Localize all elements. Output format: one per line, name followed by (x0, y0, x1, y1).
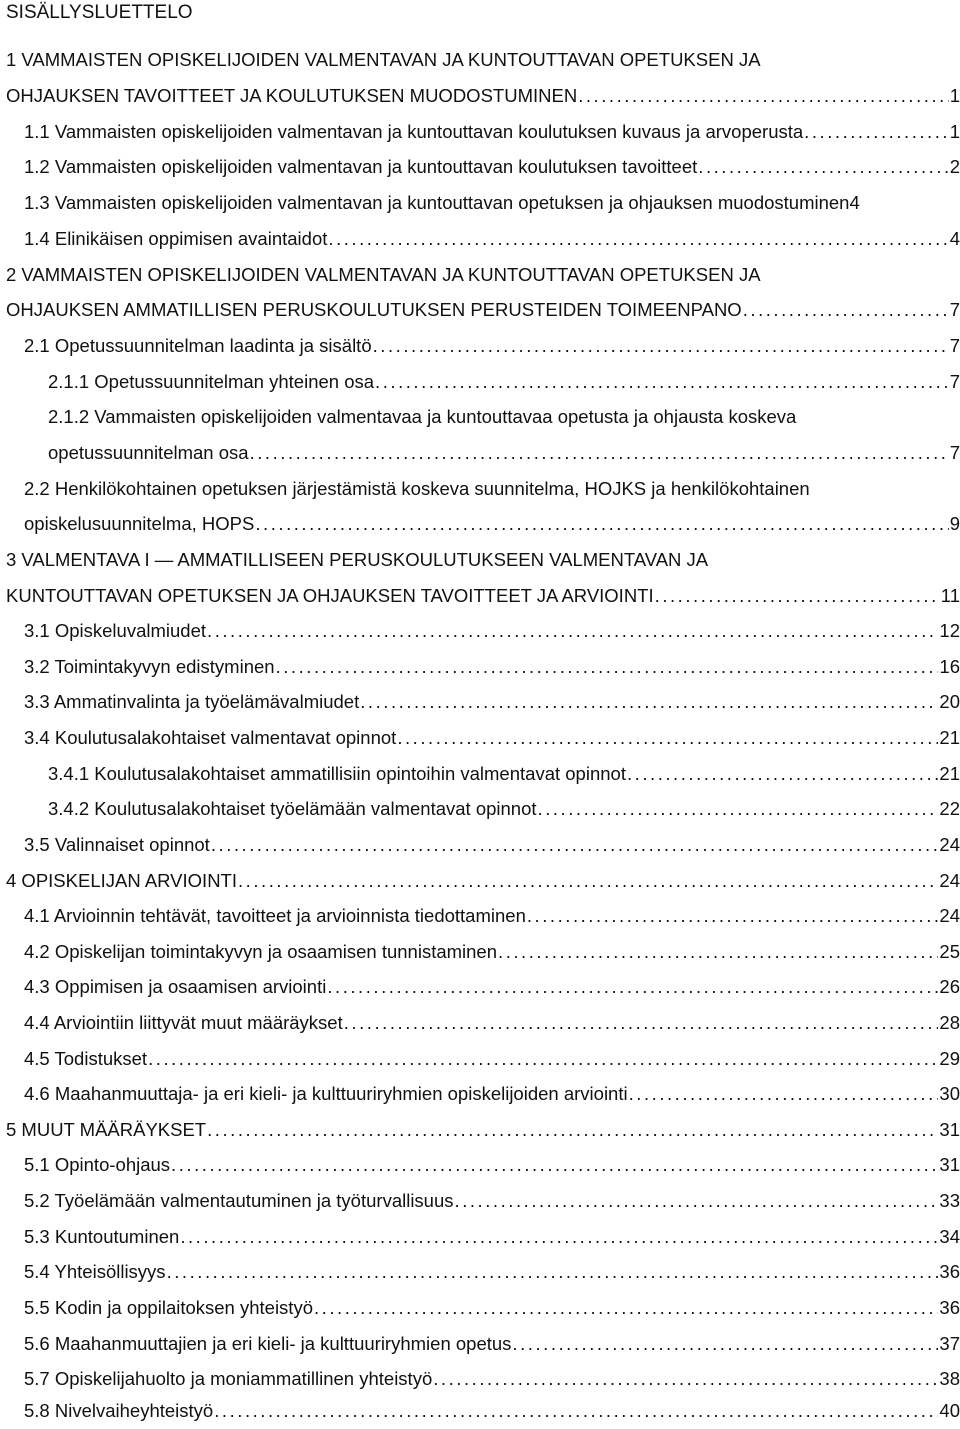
toc-page-number: 7 (949, 299, 960, 320)
toc-entry-title: 2.1.1 Opetussuunnitelman yhteinen osa (48, 371, 375, 392)
dot-leader (180, 1219, 938, 1255)
dot-leader (148, 1041, 938, 1077)
toc-entry-2-1-2-line1[interactable]: 2.1.2 Vammaisten opiskelijoiden valmentavaa ja kuntouttavaa opetusta ja ohjausta koskeva (48, 406, 797, 427)
toc-entry-title: 3.1 Opiskeluvalmiudet (24, 620, 207, 641)
toc-page-number: 4 (949, 228, 960, 249)
dot-leader (498, 934, 938, 970)
toc-page-number: 1 (949, 85, 960, 106)
dot-leader (360, 684, 938, 720)
toc-entry-3-5[interactable] (24, 827, 960, 863)
toc-entry-title: 3.4.2 Koulutusalakohtaiset työelämään valmentavat opinnot (48, 798, 537, 819)
toc-page-number: 12 (939, 620, 960, 641)
toc-entry-1-3[interactable] (24, 185, 960, 221)
toc-entry-title: KUNTOUTTAVAN OPETUKSEN JA OHJAUKSEN TAVOITTEET JA ARVIOINTI (6, 585, 654, 606)
toc-page-number: 36 (939, 1261, 960, 1282)
toc-entry-title: 3.5 Valinnaiset opinnot (24, 834, 210, 855)
toc-entry-5-2[interactable] (24, 1183, 960, 1219)
toc-entry-4-5[interactable] (24, 1041, 960, 1077)
toc-page-number: 24 (939, 834, 960, 855)
dot-leader (344, 1005, 939, 1041)
dot-leader (255, 506, 948, 542)
toc-entry-3-line1[interactable]: 3 VALMENTAVA I — AMMATILLISEEN PERUSKOULUTUKSEEN VALMENTAVAN JA (6, 549, 709, 570)
dot-leader (627, 756, 938, 792)
toc-page-number: 7 (949, 335, 960, 356)
toc-entry-5-4[interactable] (24, 1254, 960, 1290)
toc-entry-5[interactable] (6, 1112, 960, 1148)
dot-leader (578, 78, 949, 114)
dot-leader (698, 149, 948, 185)
dot-leader (276, 649, 939, 685)
toc-entry-title: 3.2 Toimintakyvyn edistyminen (24, 656, 275, 677)
dot-leader (373, 328, 949, 364)
toc-page-number: 37 (939, 1333, 960, 1354)
dot-leader (375, 364, 949, 400)
toc-entry-2-line1[interactable]: 2 VAMMAISTEN OPISKELIJOIDEN VALMENTAVAN JA KUNTOUTTAVAN OPETUKSEN JA (6, 264, 761, 285)
toc-entry-2-2[interactable] (24, 506, 960, 542)
toc-page-number: 31 (939, 1154, 960, 1175)
toc-page-number: 1 (949, 121, 960, 142)
toc-entry-title: 5.5 Kodin ja oppilaitoksen yhteistyö (24, 1297, 313, 1318)
dot-leader (804, 114, 949, 150)
toc-page-number: 4 (849, 192, 860, 213)
toc-entry-3-1[interactable] (24, 613, 960, 649)
dot-leader (512, 1326, 938, 1362)
toc-page-number: 25 (939, 941, 960, 962)
toc-page-number: 26 (939, 976, 960, 997)
toc-entry-3[interactable] (6, 578, 960, 614)
toc-page-number: 38 (939, 1368, 960, 1389)
toc-entry-2-1-1[interactable] (48, 364, 960, 400)
toc-page-number: 40 (939, 1400, 960, 1421)
dot-leader (207, 1112, 938, 1148)
toc-page-number: 22 (939, 798, 960, 819)
dot-leader (314, 1290, 938, 1326)
toc-entry-1-4[interactable] (24, 221, 960, 257)
toc-entry-4[interactable] (6, 863, 960, 899)
toc-entry-title: OHJAUKSEN TAVOITTEET JA KOULUTUKSEN MUODOSTUMINEN (6, 85, 578, 106)
toc-entry-5-8[interactable] (24, 1393, 960, 1429)
dot-leader (328, 221, 948, 257)
toc-page-number: 36 (939, 1297, 960, 1318)
toc-entry-5-7[interactable] (24, 1361, 960, 1397)
toc-entry-title: 4 OPISKELIJAN ARVIOINTI (6, 870, 237, 891)
toc-page-number: 28 (939, 1012, 960, 1033)
toc-entry-3-4-1[interactable] (48, 756, 960, 792)
dot-leader (238, 863, 938, 899)
toc-entry-2-1[interactable] (24, 328, 960, 364)
toc-entry-5-6[interactable] (24, 1326, 960, 1362)
toc-page-number: 33 (939, 1190, 960, 1211)
toc-entry-3-3[interactable] (24, 684, 960, 720)
toc-entry-title: 1.4 Elinikäisen oppimisen avaintaidot (24, 228, 328, 249)
toc-entry-title: 5.3 Kuntoutuminen (24, 1226, 180, 1247)
dot-leader (538, 791, 939, 827)
dot-leader (743, 292, 949, 328)
toc-entry-5-3[interactable] (24, 1219, 960, 1255)
toc-entry-title: OHJAUKSEN AMMATILLISEN PERUSKOULUTUKSEN PERUSTEIDEN TOIMEENPANO (6, 299, 742, 320)
toc-entry-5-5[interactable] (24, 1290, 960, 1326)
dot-leader (455, 1183, 939, 1219)
toc-page-number: 21 (939, 763, 960, 784)
toc-entry-title: 1.3 Vammaisten opiskelijoiden valmentavan ja kuntouttavan opetuksen ja ohjauksen muodostuminen (24, 192, 850, 213)
dot-leader (327, 969, 938, 1005)
dot-leader (167, 1254, 939, 1290)
dot-leader (171, 1147, 938, 1183)
toc-page-number: 21 (939, 727, 960, 748)
dot-leader (433, 1361, 938, 1397)
dot-leader (629, 1076, 939, 1112)
toc-entry-title: 5.2 Työelämään valmentautuminen ja työturvallisuus (24, 1190, 454, 1211)
toc-entry-title: 5.8 Nivelvaiheyhteistyö (24, 1400, 214, 1421)
dot-leader (250, 435, 949, 471)
toc-page-number: 24 (939, 870, 960, 891)
toc-page-number: 34 (939, 1226, 960, 1247)
toc-entry-title: 5.7 Opiskelijahuolto ja moniammatillinen yhteistyö (24, 1368, 433, 1389)
toc-entry-title: 5.4 Yhteisöllisyys (24, 1261, 166, 1282)
toc-entry-2[interactable] (6, 292, 960, 328)
toc-page-number: 7 (949, 442, 960, 463)
toc-entry-title: 4.1 Arvioinnin tehtävät, tavoitteet ja arvioinnista tiedottaminen (24, 905, 526, 926)
toc-entry-2-2-line1[interactable]: 2.2 Henkilökohtainen opetuksen järjestämistä koskeva suunnitelma, HOJKS ja henkilökohtainen (24, 478, 810, 499)
toc-entry-5-1[interactable] (24, 1147, 960, 1183)
toc-entry-title: 4.6 Maahanmuuttaja- ja eri kieli- ja kulttuuriryhmien opiskelijoiden arviointi (24, 1083, 628, 1104)
toc-page-number: 24 (939, 905, 960, 926)
toc-entry-1-line1[interactable]: 1 VAMMAISTEN OPISKELIJOIDEN VALMENTAVAN JA KUNTOUTTAVAN OPETUKSEN JA (6, 49, 761, 70)
dot-leader (655, 578, 940, 614)
toc-heading: SISÄLLYSLUETTELO (6, 2, 193, 23)
toc-page-number: 31 (939, 1119, 960, 1140)
toc-entry-2-1-2[interactable] (48, 435, 960, 471)
toc-entry-1-2[interactable] (24, 149, 960, 185)
toc-entry-title: 4.3 Oppimisen ja osaamisen arviointi (24, 976, 327, 997)
toc-page-number: 9 (949, 513, 960, 534)
toc-entry-title: 2.1 Opetussuunnitelman laadinta ja sisältö (24, 335, 372, 356)
toc-entry-3-2[interactable] (24, 649, 960, 685)
toc-entry-title: 3.4 Koulutusalakohtaiset valmentavat opinnot (24, 727, 397, 748)
toc-entry-title: 1.2 Vammaisten opiskelijoiden valmentavan ja kuntouttavan koulutuksen tavoitteet (24, 156, 698, 177)
toc-entry-title: 3.4.1 Koulutusalakohtaiset ammatillisiin opintoihin valmentavat opinnot (48, 763, 626, 784)
toc-page-number: 30 (939, 1083, 960, 1104)
toc-entry-4-3[interactable] (24, 969, 960, 1005)
toc-entry-1-1[interactable] (24, 114, 960, 150)
toc-page-number: 2 (949, 156, 960, 177)
toc-entry-3-4-2[interactable] (48, 791, 960, 827)
dot-leader (211, 827, 939, 863)
toc-entry-3-4[interactable] (24, 720, 960, 756)
toc-page-number: 7 (949, 371, 960, 392)
toc-page-number: 20 (939, 691, 960, 712)
dot-leader (397, 720, 938, 756)
toc-entry-title: 4.2 Opiskelijan toimintakyvyn ja osaamisen tunnistaminen (24, 941, 498, 962)
toc-entry-title: 5 MUUT MÄÄRÄYKSET (6, 1119, 207, 1140)
toc-entry-title: 4.4 Arviointiin liittyvät muut määräykset (24, 1012, 343, 1033)
toc-entry-title: 1.1 Vammaisten opiskelijoiden valmentavan ja kuntouttavan koulutuksen kuvaus ja arvoperusta (24, 121, 804, 142)
dot-leader (214, 1393, 938, 1429)
toc-entry-title: 5.1 Opinto-ohjaus (24, 1154, 171, 1175)
toc-entry-4-1[interactable] (24, 898, 960, 934)
toc-entry-1[interactable] (6, 78, 960, 114)
dot-leader (207, 613, 938, 649)
toc-entry-4-6[interactable] (24, 1076, 960, 1112)
toc-entry-title: 4.5 Todistukset (24, 1048, 148, 1069)
dot-leader (527, 898, 939, 934)
toc-entry-4-2[interactable] (24, 934, 960, 970)
toc-page-number: 29 (939, 1048, 960, 1069)
toc-entry-title: opetussuunnitelman osa (48, 442, 249, 463)
toc-entry-title: opiskelusuunnitelma, HOPS (24, 513, 255, 534)
toc-entry-title: 3.3 Ammatinvalinta ja työelämävalmiudet (24, 691, 360, 712)
toc-entry-title: 5.6 Maahanmuuttajien ja eri kieli- ja kulttuuriryhmien opetus (24, 1333, 512, 1354)
toc-entry-4-4[interactable] (24, 1005, 960, 1041)
toc-page-number: 11 (940, 585, 960, 606)
toc-page-number: 16 (939, 656, 960, 677)
